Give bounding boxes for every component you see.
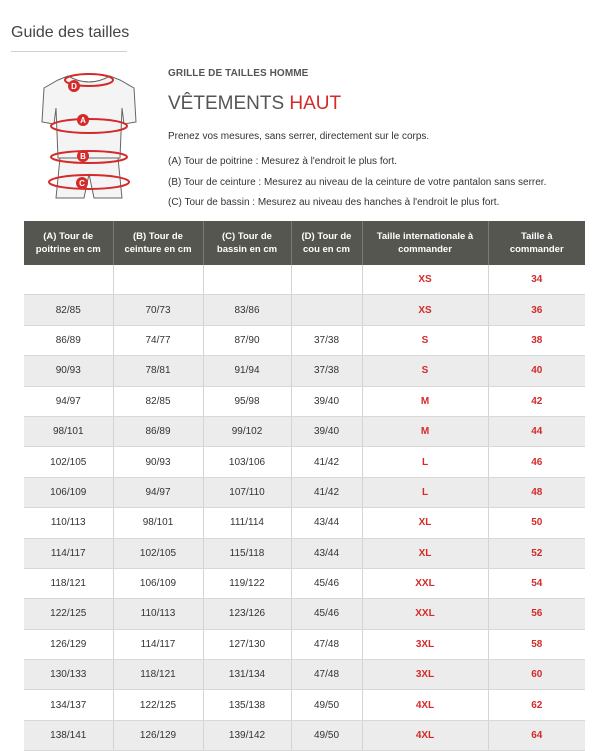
table-header-row bbox=[24, 221, 585, 265]
cell-intl-size: XXL bbox=[362, 599, 488, 629]
cell-chest: 90/93 bbox=[24, 356, 113, 386]
cell-chest bbox=[24, 265, 113, 295]
cell-chest: 134/137 bbox=[24, 690, 113, 720]
cell-intl-size: S bbox=[362, 356, 488, 386]
table-row bbox=[24, 477, 585, 507]
table-row bbox=[24, 325, 585, 355]
cell-hips: 83/86 bbox=[203, 295, 291, 325]
cell-hips: 123/126 bbox=[203, 599, 291, 629]
cell-order-size: 46 bbox=[488, 447, 585, 477]
col-header-hips: (C) Tour de bassin en cm bbox=[203, 221, 291, 265]
table-row bbox=[24, 508, 585, 538]
cell-hips: 119/122 bbox=[203, 568, 291, 598]
marker-c bbox=[76, 177, 88, 189]
cell-waist: 102/105 bbox=[113, 538, 203, 568]
col-header-waist: (B) Tour de ceinture en cm bbox=[113, 221, 203, 265]
cell-intl-size: XS bbox=[362, 265, 488, 295]
cell-neck: 49/50 bbox=[291, 720, 362, 750]
table-row bbox=[24, 295, 585, 325]
cell-order-size: 42 bbox=[488, 386, 585, 416]
table-row bbox=[24, 568, 585, 598]
cell-intl-size: 4XL bbox=[362, 720, 488, 750]
cell-hips: 135/138 bbox=[203, 690, 291, 720]
cell-neck: 39/40 bbox=[291, 386, 362, 416]
cell-order-size: 38 bbox=[488, 325, 585, 355]
section-heading bbox=[168, 93, 341, 115]
cell-neck bbox=[291, 265, 362, 295]
cell-chest: 106/109 bbox=[24, 477, 113, 507]
cell-neck: 41/42 bbox=[291, 447, 362, 477]
cell-waist: 74/77 bbox=[113, 325, 203, 355]
cell-waist bbox=[113, 265, 203, 295]
cell-chest: 126/129 bbox=[24, 629, 113, 659]
table-row bbox=[24, 265, 585, 295]
cell-intl-size: 4XL bbox=[362, 690, 488, 720]
page-title: Guide des tailles bbox=[11, 24, 130, 41]
cell-order-size: 44 bbox=[488, 416, 585, 446]
cell-hips: 95/98 bbox=[203, 386, 291, 416]
cell-hips: 131/134 bbox=[203, 660, 291, 690]
col-header-neck: (D) Tour de cou en cm bbox=[291, 221, 362, 265]
table-row bbox=[24, 538, 585, 568]
cell-chest: 110/113 bbox=[24, 508, 113, 538]
cell-hips: 87/90 bbox=[203, 325, 291, 355]
cell-hips: 103/106 bbox=[203, 447, 291, 477]
table-row bbox=[24, 660, 585, 690]
cell-intl-size: XL bbox=[362, 508, 488, 538]
cell-chest: 98/101 bbox=[24, 416, 113, 446]
cell-neck: 43/44 bbox=[291, 538, 362, 568]
cell-neck: 49/50 bbox=[291, 690, 362, 720]
cell-chest: 94/97 bbox=[24, 386, 113, 416]
table-row bbox=[24, 386, 585, 416]
col-header-chest: (A) Tour de poitrine en cm bbox=[24, 221, 113, 265]
cell-neck: 39/40 bbox=[291, 416, 362, 446]
marker-d bbox=[68, 80, 80, 92]
instruction-c: (C) Tour de bassin : Mesurez au niveau des hanches à l'endroit le plus fort. bbox=[168, 197, 500, 208]
marker-b bbox=[77, 150, 89, 162]
table-row bbox=[24, 447, 585, 477]
cell-waist: 94/97 bbox=[113, 477, 203, 507]
marker-a bbox=[77, 114, 89, 126]
cell-hips: 111/114 bbox=[203, 508, 291, 538]
cell-order-size: 50 bbox=[488, 508, 585, 538]
svg-text:C: C bbox=[79, 179, 85, 188]
table-row bbox=[24, 599, 585, 629]
cell-hips: 139/142 bbox=[203, 720, 291, 750]
cell-neck: 41/42 bbox=[291, 477, 362, 507]
size-table bbox=[24, 221, 585, 751]
table-row bbox=[24, 629, 585, 659]
cell-waist: 70/73 bbox=[113, 295, 203, 325]
cell-waist: 122/125 bbox=[113, 690, 203, 720]
instruction-a: (A) Tour de poitrine : Mesurez à l'endroit le plus fort. bbox=[168, 156, 398, 167]
cell-neck: 45/46 bbox=[291, 568, 362, 598]
cell-hips bbox=[203, 265, 291, 295]
cell-intl-size: M bbox=[362, 386, 488, 416]
cell-waist: 98/101 bbox=[113, 508, 203, 538]
heading-accent: HAUT bbox=[289, 93, 342, 114]
cell-hips: 99/102 bbox=[203, 416, 291, 446]
cell-order-size: 40 bbox=[488, 356, 585, 386]
cell-chest: 130/133 bbox=[24, 660, 113, 690]
cell-chest: 118/121 bbox=[24, 568, 113, 598]
cell-neck: 47/48 bbox=[291, 660, 362, 690]
cell-intl-size: 3XL bbox=[362, 629, 488, 659]
cell-chest: 122/125 bbox=[24, 599, 113, 629]
cell-hips: 91/94 bbox=[203, 356, 291, 386]
cell-waist: 126/129 bbox=[113, 720, 203, 750]
svg-text:D: D bbox=[71, 82, 77, 91]
cell-neck: 37/38 bbox=[291, 325, 362, 355]
cell-hips: 127/130 bbox=[203, 629, 291, 659]
measurement-figure bbox=[30, 58, 148, 204]
cell-intl-size: M bbox=[362, 416, 488, 446]
cell-waist: 90/93 bbox=[113, 447, 203, 477]
cell-waist: 118/121 bbox=[113, 660, 203, 690]
cell-waist: 106/109 bbox=[113, 568, 203, 598]
heading-main: VÊTEMENTS bbox=[168, 93, 290, 114]
cell-intl-size: 3XL bbox=[362, 660, 488, 690]
cell-neck bbox=[291, 295, 362, 325]
table-row bbox=[24, 356, 585, 386]
cell-chest: 102/105 bbox=[24, 447, 113, 477]
table-row bbox=[24, 690, 585, 720]
cell-order-size: 52 bbox=[488, 538, 585, 568]
cell-waist: 82/85 bbox=[113, 386, 203, 416]
tshirt-shape bbox=[42, 76, 136, 158]
cell-intl-size: L bbox=[362, 477, 488, 507]
cell-hips: 107/110 bbox=[203, 477, 291, 507]
cell-order-size: 54 bbox=[488, 568, 585, 598]
cell-chest: 114/117 bbox=[24, 538, 113, 568]
cell-order-size: 62 bbox=[488, 690, 585, 720]
cell-intl-size: XXL bbox=[362, 568, 488, 598]
cell-order-size: 64 bbox=[488, 720, 585, 750]
cell-waist: 78/81 bbox=[113, 356, 203, 386]
cell-intl-size: S bbox=[362, 325, 488, 355]
cell-neck: 45/46 bbox=[291, 599, 362, 629]
cell-intl-size: XS bbox=[362, 295, 488, 325]
cell-order-size: 34 bbox=[488, 265, 585, 295]
cell-chest: 82/85 bbox=[24, 295, 113, 325]
cell-order-size: 58 bbox=[488, 629, 585, 659]
title-divider bbox=[11, 51, 127, 52]
cell-hips: 115/118 bbox=[203, 538, 291, 568]
instruction-b: (B) Tour de ceinture : Mesurez au niveau de la ceinture de votre pantalon sans serrer. bbox=[168, 177, 547, 188]
cell-neck: 47/48 bbox=[291, 629, 362, 659]
svg-text:B: B bbox=[80, 152, 86, 161]
cell-order-size: 36 bbox=[488, 295, 585, 325]
cell-order-size: 48 bbox=[488, 477, 585, 507]
table-row bbox=[24, 416, 585, 446]
cell-waist: 110/113 bbox=[113, 599, 203, 629]
svg-text:A: A bbox=[80, 116, 86, 125]
col-header-order-size: Taille à commander bbox=[488, 221, 585, 265]
cell-neck: 43/44 bbox=[291, 508, 362, 538]
cell-neck: 37/38 bbox=[291, 356, 362, 386]
cell-intl-size: L bbox=[362, 447, 488, 477]
cell-intl-size: XL bbox=[362, 538, 488, 568]
cell-chest: 138/141 bbox=[24, 720, 113, 750]
chart-subtitle: GRILLE DE TAILLES HOMME bbox=[168, 68, 309, 79]
cell-chest: 86/89 bbox=[24, 325, 113, 355]
intro-text: Prenez vos mesures, sans serrer, directement sur le corps. bbox=[168, 131, 430, 142]
cell-order-size: 60 bbox=[488, 660, 585, 690]
col-header-intl-size: Taille internationale à commander bbox=[362, 221, 488, 265]
cell-order-size: 56 bbox=[488, 599, 585, 629]
table-row bbox=[24, 720, 585, 750]
cell-waist: 86/89 bbox=[113, 416, 203, 446]
cell-waist: 114/117 bbox=[113, 629, 203, 659]
